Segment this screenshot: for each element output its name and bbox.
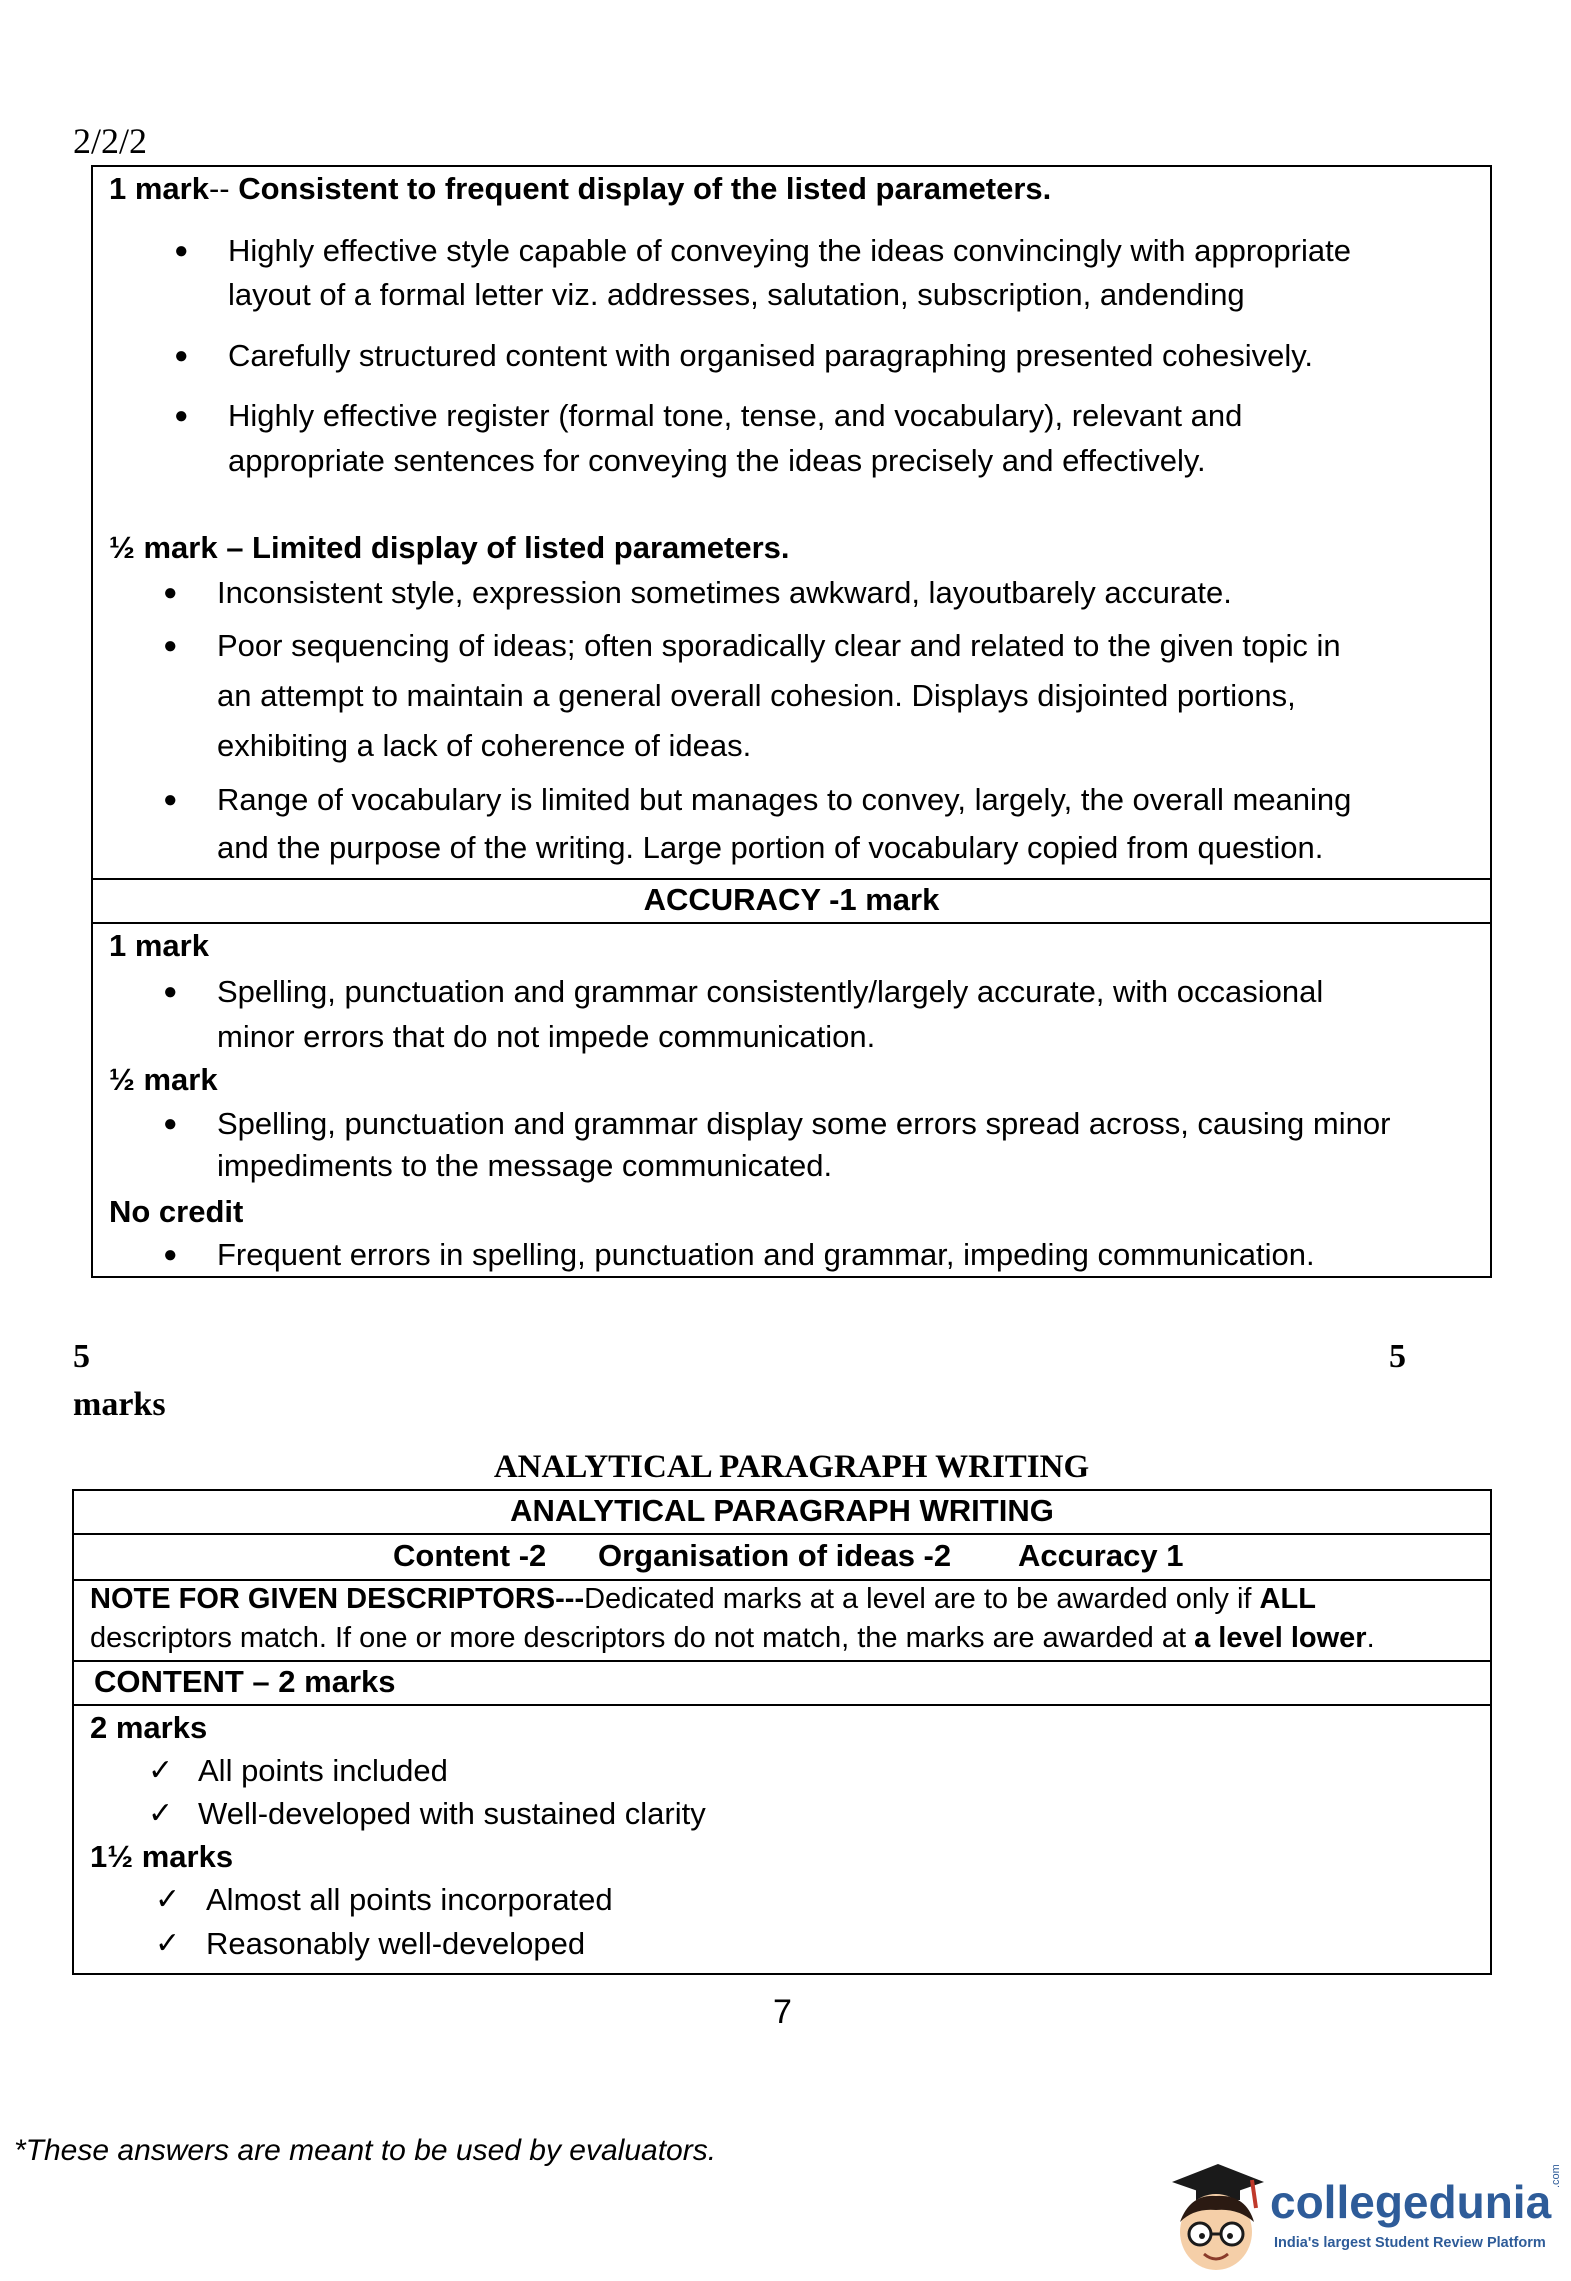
table-header: ANALYTICAL PARAGRAPH WRITING [510,1493,1054,1528]
list-item: Well-developed with sustained clarity [198,1796,706,1831]
checkmark-icon: ✓ [148,1796,174,1831]
one-half-marks-heading: 1½ marks [90,1839,234,1874]
accuracy-header: ACCURACY -1 mark [643,882,940,917]
table-divider [91,922,1492,924]
list-item: Spelling, punctuation and grammar consistently/largely accurate, with occasional [217,974,1324,1009]
list-item: Carefully structured content with organised paragraphing presented cohesively. [228,338,1314,373]
brand-suffix: .com [1550,2164,1562,2188]
mascot-icon [1160,2150,1270,2275]
accuracy-half-mark-heading: ½ mark [109,1062,218,1097]
bullet-icon: ● [163,786,178,813]
list-item: Reasonably well-developed [206,1926,586,1961]
accuracy-one-mark-heading: 1 mark [109,928,209,963]
bullet-icon: ● [174,342,189,369]
list-item: appropriate sentences for conveying the ideas precisely and effectively. [228,443,1206,478]
criteria-organisation: Organisation of ideas -2 [598,1538,952,1573]
checkmark-icon: ✓ [155,1882,181,1917]
criteria-content: Content -2 [393,1538,547,1573]
descriptor-note-continued: descriptors match. If one or more descriptors do not match, the marks are awarded at a level lower. [90,1622,1375,1654]
list-item: exhibiting a lack of coherence of ideas. [217,728,752,763]
bullet-icon: ● [163,579,178,606]
bullet-icon: ● [163,632,178,659]
list-item: Spelling, punctuation and grammar display some errors spread across, causing minor [217,1106,1391,1141]
brand-logo[interactable] [1160,2150,1560,2275]
checkmark-icon: ✓ [148,1753,174,1788]
list-item: an attempt to maintain a general overall cohesion. Displays disjointed portions, [217,678,1296,713]
bullet-icon: ● [163,1241,178,1268]
bullet-icon: ● [174,402,189,429]
list-item: Poor sequencing of ideas; often sporadically clear and related to the given topic in [217,628,1341,663]
table-divider [72,1704,1492,1706]
list-item: Frequent errors in spelling, punctuation and grammar, impeding communication. [217,1237,1315,1272]
footer-disclaimer: *These answers are meant to be used by evaluators. [14,2134,717,2167]
two-marks-heading: 2 marks [90,1710,208,1745]
bullet-icon: ● [163,978,178,1005]
list-item: Highly effective register (formal tone, tense, and vocabulary), relevant and [228,398,1243,433]
list-item: Highly effective style capable of conveying the ideas convincingly with appropriate [228,233,1351,268]
list-item: and the purpose of the writing. Large portion of vocabulary copied from question. [217,830,1324,865]
bullet-icon: ● [174,237,189,264]
half-mark-descriptor: ½ mark – Limited display of listed parameters. [109,530,790,565]
list-item: All points included [198,1753,448,1788]
page-number: 7 [773,1993,792,2031]
marks-left-unit: marks [73,1386,166,1423]
list-item: minor errors that do not impede communication. [217,1019,876,1054]
checkmark-icon: ✓ [155,1926,181,1961]
no-credit-heading: No credit [109,1194,244,1229]
list-item: impediments to the message communicated. [217,1148,833,1183]
brand-name: collegedunia [1270,2176,1552,2228]
bullet-icon: ● [163,1110,178,1137]
one-mark-descriptor: 1 mark-- Consistent to frequent display of the listed parameters. [109,171,1052,206]
content-header: CONTENT – 2 marks [94,1664,396,1699]
marks-left-value: 5 [73,1338,90,1375]
criteria-accuracy: Accuracy 1 [1018,1538,1184,1573]
list-item: Almost all points incorporated [206,1882,613,1917]
question-title: ANALYTICAL PARAGRAPH WRITING [493,1449,1090,1485]
page-reference: 2/2/2 [73,121,148,161]
list-item: Inconsistent style, expression sometimes awkward, layoutbarely accurate. [217,575,1232,610]
brand-tagline: India's largest Student Review Platform [1274,2235,1546,2251]
descriptor-note: NOTE FOR GIVEN DESCRIPTORS---Dedicated marks at a level are to be awarded only if ALL [90,1583,1316,1615]
list-item: layout of a formal letter viz. addresses, salutation, subscription, andending [228,277,1245,312]
marks-right: 5 [1389,1338,1406,1375]
list-item: Range of vocabulary is limited but manages to convey, largely, the overall meaning [217,782,1352,817]
